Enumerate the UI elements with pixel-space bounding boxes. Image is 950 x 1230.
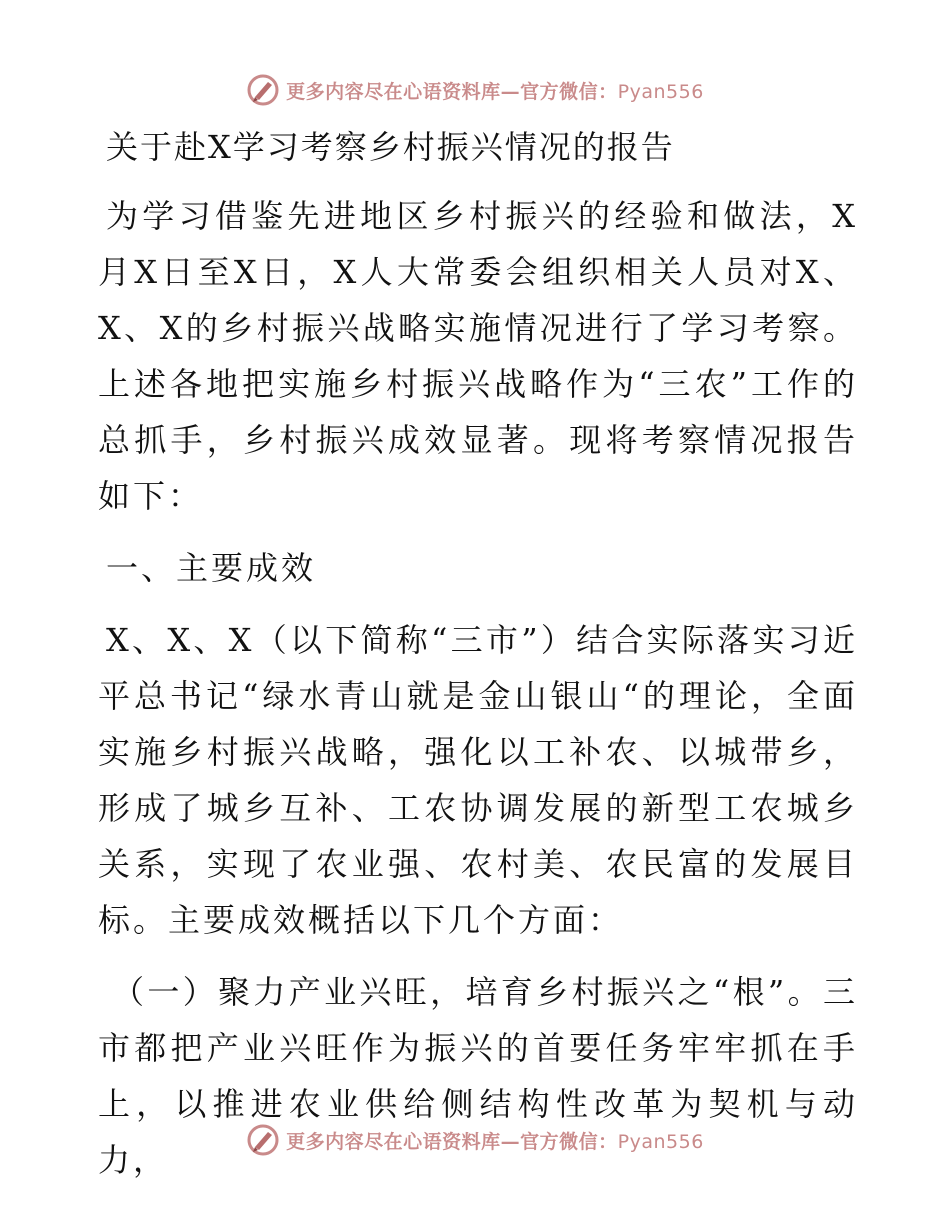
watermark-id: Pyan556: [617, 80, 704, 103]
subsection-body: 三市都把产业兴旺作为振兴的首要任务牢牢抓在手上，以推进农业供给侧结构性改革为契机与动力，: [98, 973, 858, 1179]
watermark-id: Pyan556: [617, 1130, 704, 1153]
document-body: [98, 120, 858, 1188]
pen-logo-icon: [246, 73, 280, 107]
intro-paragraph: 为学习借鉴先进地区乡村振兴的经验和做法，X月X日至X日，X人大常委会组织相关人员对X、X、X的乡村振兴战略实施情况进行了学习考察。上述各地把实施乡村振兴战略作为“三农”工作的总抓手，乡村振兴成效显著。现将考察情况报告如下：: [98, 197, 858, 515]
document-title: 关于赴X学习考察乡村振兴情况的报告: [106, 128, 675, 166]
section-heading-main-achievements: 一、主要成效: [106, 549, 317, 587]
section-body-paragraph: X、X、X（以下简称“三市”）结合实际落实习近平总书记“绿水青山就是金山银山“的理论，全面实施乡村振兴战略，强化以工补农、以城带乡，形成了城乡互补、工农协调发展的新型工农城乡关系，实现了农业强、农村美、农民富的发展目标。主要成效概括以下几个方面：: [98, 621, 858, 939]
subsection-heading: （一）聚力产业兴旺，培育乡村振兴之“根”。: [112, 973, 823, 1011]
pen-logo-icon: [246, 1123, 280, 1157]
watermark-footer: [0, 1120, 950, 1160]
watermark-text: 更多内容尽在心语资料库—官方微信：Pyan556: [286, 1130, 704, 1153]
watermark-text: 更多内容尽在心语资料库—官方微信：Pyan556: [286, 80, 704, 103]
watermark-header: [0, 70, 950, 110]
